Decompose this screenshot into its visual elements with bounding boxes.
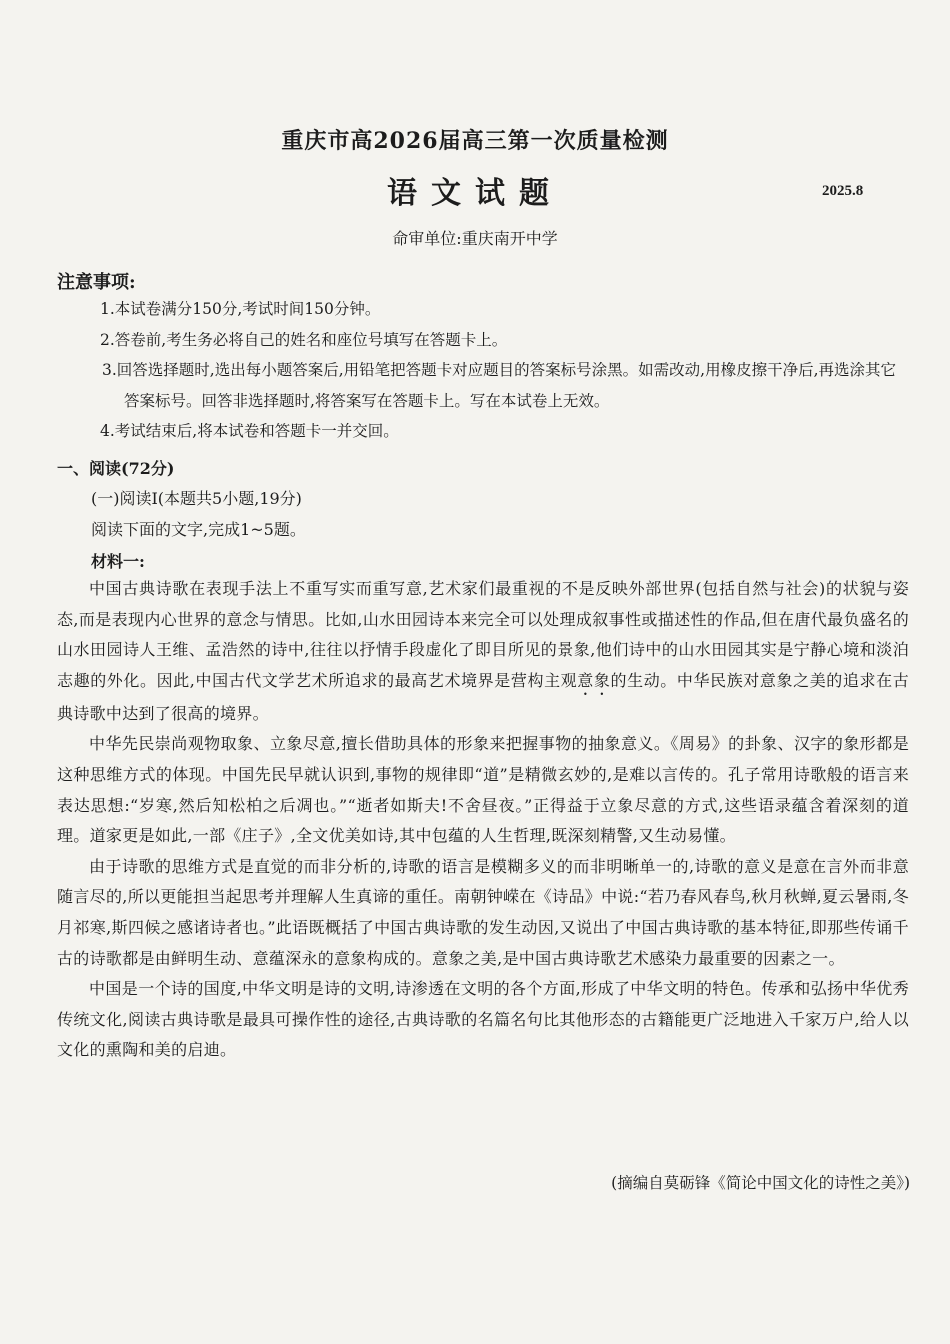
notice-item: 1.本试卷满分150分,考试时间150分钟。 [100,300,381,318]
material-label: 材料一: [91,552,145,571]
notice-item: 4.考试结束后,将本试卷和答题卡一并交回。 [100,422,399,440]
exam-date: 2025.8 [822,183,864,199]
notice-title: 注意事项: [57,272,136,293]
section-title: 一、阅读(72分) [57,459,175,478]
paragraph-text: 的生动。中华民族对意象之美的追求在古典诗歌中达到了很高的境界。 [57,670,909,723]
notice-list [102,294,907,447]
source-citation: (摘编自莫砺锋《简论中国文化的诗性之美》) [611,1174,910,1192]
emphasized-term: 意象 [577,670,611,690]
sub-section-title: (一)阅读Ⅰ(本题共5小题,19分) [91,489,302,508]
paragraph-text: 中国古典诗歌在表现手法上不重写实而重写意,艺术家们最重视的不是反映外部世界(包括自然与社会)的状貌与姿态,而是表现内心世界的意念与情思。比如,山水田园诗本来完全可以处理成叙事性或描述性的作品,但在唐代最负盛名的山水田园诗人王维、孟浩然的诗中,往往以抒情手段虚化了即目所见的景象,他们诗中的山水田园其实是宁静心境和淡泊志趣的外化。因此,中国古代文学艺术所追求的最高艺术境界是营构主观 [57,579,909,690]
passage-paragraph: 中国是一个诗的国度,中华文明是诗的文明,诗渗透在文明的各个方面,形成了中华文明的特色。传承和弘扬中华优秀传统文化,阅读古典诗歌是最具可操作性的途径,古典诗歌的名篇名句比其他形态的古籍能更广泛地进入千家万户,给人以文化的熏陶和美的启迪。 [57,979,909,1060]
reading-instruction: 阅读下面的文字,完成1~5题。 [91,520,306,539]
exam-title: 重庆市高2026届高三第一次质量检测 [281,128,669,154]
passage-paragraph [57,574,909,729]
passage-paragraph: 由于诗歌的思维方式是直觉的而非分析的,诗歌的语言是模糊多义的而非明晰单一的,诗歌的意义是意在言外而非意随言尽的,所以更能担当起思考并理解人生真谛的重任。南朝钟嵘在《诗品》中说:“若乃春风春鸟,秋月秋蝉,夏云暑雨,冬月祁寒,斯四候之感诸诗者也。”此语既概括了中国古典诗歌的发生动因,又说出了中国古典诗歌的基本特征,即那些传诵千古的诗歌都是由鲜明生动、意蕴深永的意象构成的。意象之美,是中国古典诗歌艺术感染力最重要的因素之一。 [57,856,909,968]
notice-item: 3.回答选择题时,选出每小题答案后,用铅笔把答题卡对应题目的答案标号涂黑。如需改动,用橡皮擦干净后,再选涂其它答案标号。回答非选择题时,将答案写在答题卡上。写在本试卷上无效。 [102,361,897,410]
notice-item: 2.答卷前,考生务必将自己的姓名和座位号填写在答题卡上。 [100,330,508,349]
passage [57,574,909,1066]
passage-paragraph: 中华先民崇尚观物取象、立象尽意,擅长借助具体的形象来把握事物的抽象意义。《周易》的卦象、汉字的象形都是这种思维方式的体现。中国先民早就认识到,事物的规律即“道”是精微玄妙的,是难以言传的。孔子常用诗歌般的语言来表达思想:“岁寒,然后知松柏之后凋也。”“逝者如斯夫!不舍昼夜。”正得益于立象尽意的方式,这些语录蕴含着深刻的道理。道家更是如此,一部《庄子》,全文优美如诗,其中包蕴的人生哲理,既深刻精警,又生动易懂。 [57,734,909,846]
subject-title: 语文试题 [387,176,563,211]
setter-unit: 命审单位:重庆南开中学 [392,229,558,248]
